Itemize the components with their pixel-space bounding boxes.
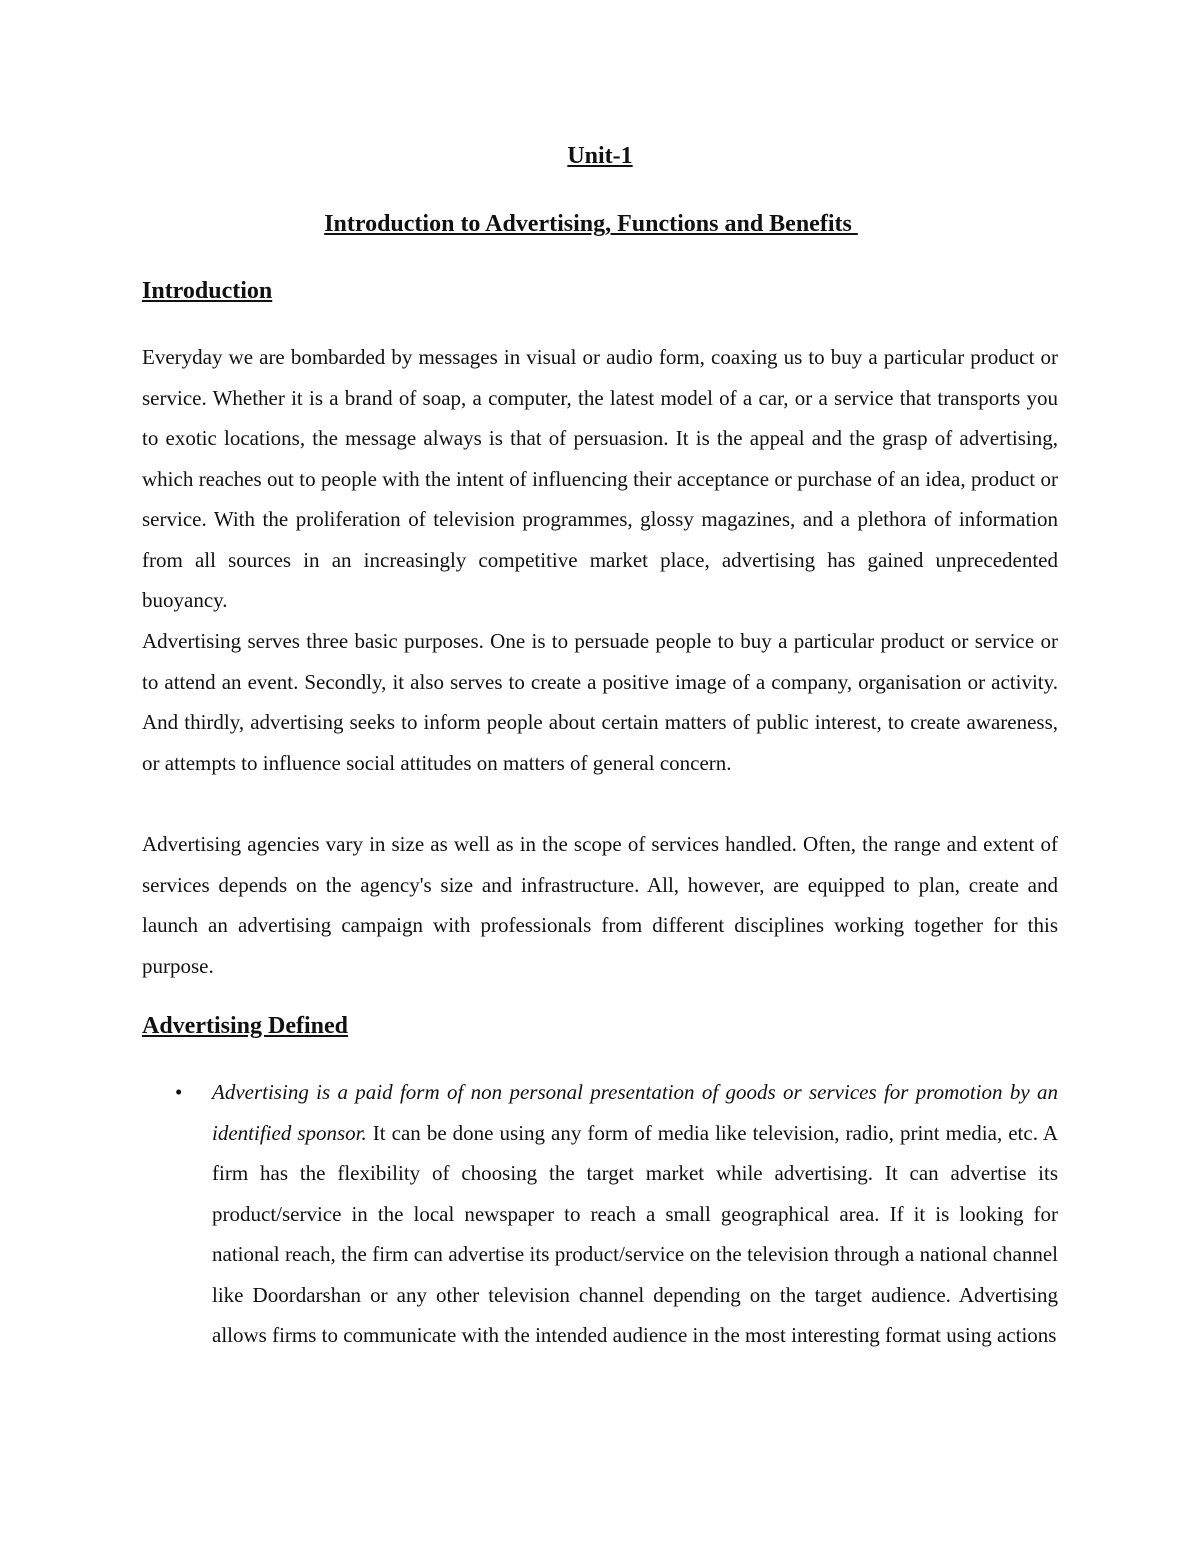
introduction-paragraph-1: Everyday we are bombarded by messages in visual or audio form, coaxing us to buy a particular product or service. Whether it is a brand of soap, a computer, the latest model of a car, or a service that transports you to exotic locations, the message always is that of persuasion. It is the appeal and the grasp of advertising, which reaches out to people with the intent of influencing their acceptance or purchase of an idea, product or service. With the proliferation of television programmes, glossy magazines, and a plethora of information from all sources in an increasingly competitive market place, advertising has gained unprecedented buoyancy. xyxy=(142,345,1058,612)
unit-title: Unit-1 xyxy=(567,143,633,169)
advertising-defined-heading xyxy=(142,1013,980,1040)
advertising-defined-heading-text: Advertising Defined xyxy=(142,1013,348,1039)
introduction-heading-rule xyxy=(272,297,972,298)
document-title: Introduction to Advertising, Functions and Benefits xyxy=(324,211,858,237)
advertising-defined-heading-rule xyxy=(348,1032,980,1033)
introduction-heading-text: Introduction xyxy=(142,278,273,304)
definition-list xyxy=(142,1072,1058,1356)
list-item xyxy=(142,1072,1058,1356)
definition-text: Advertising is a paid form of non personal presentation of goods or services for promotion by an identified sponsor. xyxy=(212,1080,1058,1145)
definition-body: It can be done using any form of media like television, radio, print media, etc. A firm has the flexibility of choosing the target market while advertising. It can advertise its product/service in the local newspaper to reach a small geographical area. If it is looking for national reach, the firm can advertise its product/service on the television through a national channel like Doordarshan or any other television channel depending on the target audience. Advertising allows firms to communicate with the intended audience in the most interesting format using actions xyxy=(212,1120,1058,1347)
introduction-heading xyxy=(142,278,972,305)
introduction-paragraph-3: Advertising agencies vary in size as well as in the scope of services handled. Often, the range and extent of services depends on the agency's size and infrastructure. All, however, are equipped to plan, create and launch an advertising campaign with professionals from different disciplines working together for this purpose. xyxy=(142,832,1058,978)
bullet-icon: • xyxy=(175,1080,183,1104)
introduction-paragraph-2: Advertising serves three basic purposes. One is to persuade people to buy a particular product or service or to attend an event. Secondly, it also serves to create a positive image of a company, organisation or activity. And thirdly, advertising seeks to inform people about certain matters of public interest, to create awareness, or attempts to influence social attitudes on matters of general concern. xyxy=(142,629,1058,775)
